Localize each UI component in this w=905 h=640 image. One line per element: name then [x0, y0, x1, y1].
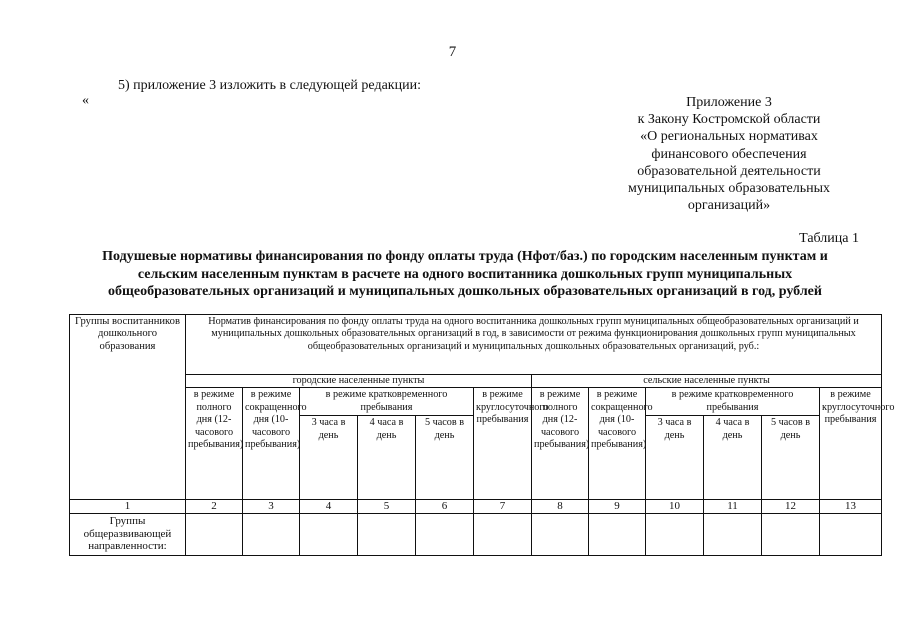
table-cell	[243, 514, 300, 556]
rural-brief-stay-header: в режиме кратковременного пребывания	[646, 388, 820, 416]
appendix-line: организаций»	[687, 198, 771, 214]
norm-header: Норматив финансирования по фонду оплаты труда на одного воспитанника дошкольных групп муниципальных общеобразовательных организаций и муниципальных дошкольных образовательных организаций в год, в зависимости от режима функционирования дошкольных групп муниципальных общеобразовательных организаций и муниципальных дошкольных образовательных организаций, руб.:	[186, 315, 882, 375]
rural-5h-header: 5 часов в день	[762, 416, 820, 500]
page-number: 7	[448, 44, 457, 60]
rural-round-clock-header: в режиме круглосуточного пребывания	[820, 388, 882, 500]
column-number: 3	[243, 500, 300, 514]
column-number: 1	[70, 500, 186, 514]
urban-5h-header: 5 часов в день	[416, 416, 474, 500]
column-number: 7	[474, 500, 532, 514]
column-number: 13	[820, 500, 882, 514]
table-cell	[416, 514, 474, 556]
column-number: 12	[762, 500, 820, 514]
urban-short-day-header: в режиме сокращенного дня (10-часового пребывания)	[243, 388, 300, 500]
open-quote: «	[82, 93, 89, 108]
table-cell	[186, 514, 243, 556]
appendix-line: муниципальных образовательных	[627, 181, 831, 197]
column-number: 10	[646, 500, 704, 514]
column-number: 2	[186, 500, 243, 514]
appendix-line: Приложение 3	[686, 95, 772, 110]
table-cell	[532, 514, 589, 556]
title-line: сельским населенным пунктам в расчете на одного воспитанника дошкольных групп муниципальных	[137, 266, 793, 282]
column-number: 6	[416, 500, 474, 514]
table-cell	[820, 514, 882, 556]
column-number: 9	[589, 500, 646, 514]
table-cell	[300, 514, 358, 556]
urban-brief-stay-header: в режиме кратковременного пребывания	[300, 388, 474, 416]
rural-full-day-header: в режиме полного дня (12-часового пребывания)	[532, 388, 589, 500]
rural-3h-header: 3 часа в день	[646, 416, 704, 500]
table-cell	[474, 514, 532, 556]
column-number: 8	[532, 500, 589, 514]
appendix-line: финансового обеспечения	[651, 146, 807, 162]
urban-header: городские населенные пункты	[186, 375, 532, 388]
table-cell	[358, 514, 416, 556]
title-line: Подушевые нормативы финансирования по фонду оплаты труда (Нфот/баз.) по городским населенным пунктам и	[102, 249, 828, 264]
urban-4h-header: 4 часа в день	[358, 416, 416, 500]
document-title	[95, 248, 835, 301]
norms-table	[69, 314, 895, 556]
urban-round-clock-header: в режиме круглосуточного пребывания	[474, 388, 532, 500]
table-cell	[589, 514, 646, 556]
rural-short-day-header: в режиме сокращенного дня (10-часового пребывания)	[589, 388, 646, 500]
urban-3h-header: 3 часа в день	[300, 416, 358, 500]
title-line: общеобразовательных организаций и муниципальных дошкольных образовательных организаций в год, рублей	[108, 284, 822, 299]
appendix-line: к Закону Костромской области	[637, 112, 821, 128]
appendix-line: образовательной деятельности	[637, 163, 821, 179]
table-cell	[762, 514, 820, 556]
rural-header: сельские населенные пункты	[532, 375, 882, 388]
appendix-line: «О региональных нормативах	[640, 129, 818, 145]
table-label: Таблица 1	[799, 231, 859, 246]
appendix-heading	[599, 94, 859, 214]
urban-full-day-header: в режиме полного дня (12-часового пребывания)	[186, 388, 243, 500]
column-number: 11	[704, 500, 762, 514]
column-number: 4	[300, 500, 358, 514]
intro-text: 5) приложение 3 изложить в следующей редакции:	[118, 78, 421, 93]
rural-4h-header: 4 часа в день	[704, 416, 762, 500]
table-cell	[704, 514, 762, 556]
groups-header: Группы воспитанников дошкольного образования	[70, 315, 186, 500]
row-label-general-groups: Группы общеразвивающей направленности:	[70, 514, 186, 556]
column-number: 5	[358, 500, 416, 514]
table-cell	[646, 514, 704, 556]
